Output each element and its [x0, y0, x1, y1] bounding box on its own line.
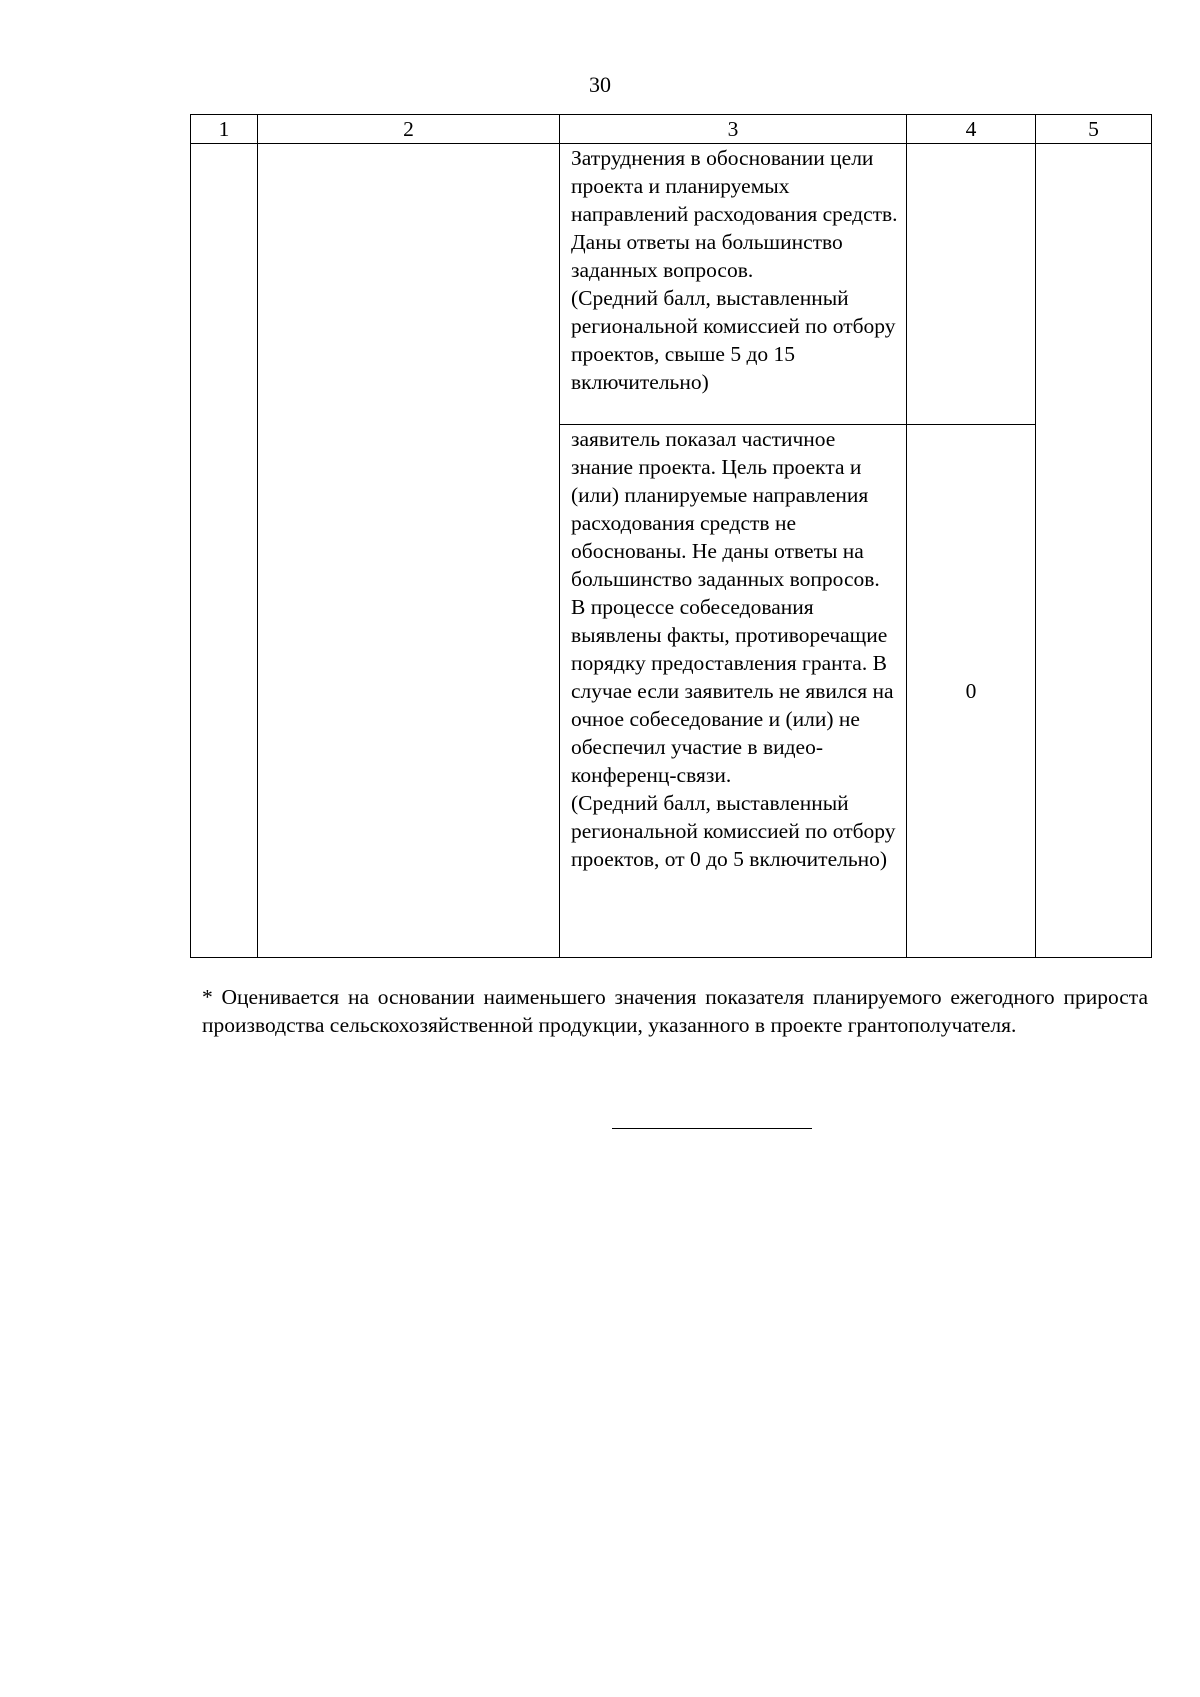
criterion-text-cell	[560, 144, 907, 425]
page-number: 30	[589, 72, 611, 97]
footnote: * Оценивается на основании наименьшего значения показателя планируемого ежегодного прироста производства сельскохозяйственной продукции, указанного в проекте грантополучателя.	[202, 985, 1148, 1037]
criterion-score-range: (Средний балл, выставленный региональной комиссией по отбору проектов, свыше 5 до 15 включительно)	[571, 286, 896, 394]
criteria-table	[190, 114, 1152, 958]
header-col-2: 2	[258, 115, 560, 144]
score-cell	[907, 144, 1036, 425]
cell-col-1	[191, 144, 258, 958]
criterion-text-cell	[560, 425, 907, 958]
header-col-5: 5	[1036, 115, 1152, 144]
table-row	[191, 144, 1152, 425]
header-col-1: 1	[191, 115, 258, 144]
table-header-row	[191, 115, 1152, 144]
criterion-description: заявитель показал частичное знание проекта. Цель проекта и (или) планируемые направления расходования средств не обоснованы. Не даны ответы на большинство заданных вопросов. В процессе собеседования выявлены факты, противоречащие порядку предоставления гранта. В случае если заявитель не явился на очное собеседование и (или) не обеспечил участие в видео-конференц-связи.	[571, 427, 894, 787]
criterion-score-range: (Средний балл, выставленный региональной комиссией по отбору проектов, от 0 до 5 включительно)	[571, 791, 896, 871]
score-cell: 0	[907, 425, 1036, 958]
criterion-description: Затруднения в обосновании цели проекта и планируемых направлений расходования средств. Даны ответы на большинство заданных вопросов.	[571, 146, 898, 282]
cell-col-2	[258, 144, 560, 958]
cell-col-5	[1036, 144, 1152, 958]
header-col-4: 4	[907, 115, 1036, 144]
header-col-3: 3	[560, 115, 907, 144]
end-rule	[612, 1128, 812, 1129]
